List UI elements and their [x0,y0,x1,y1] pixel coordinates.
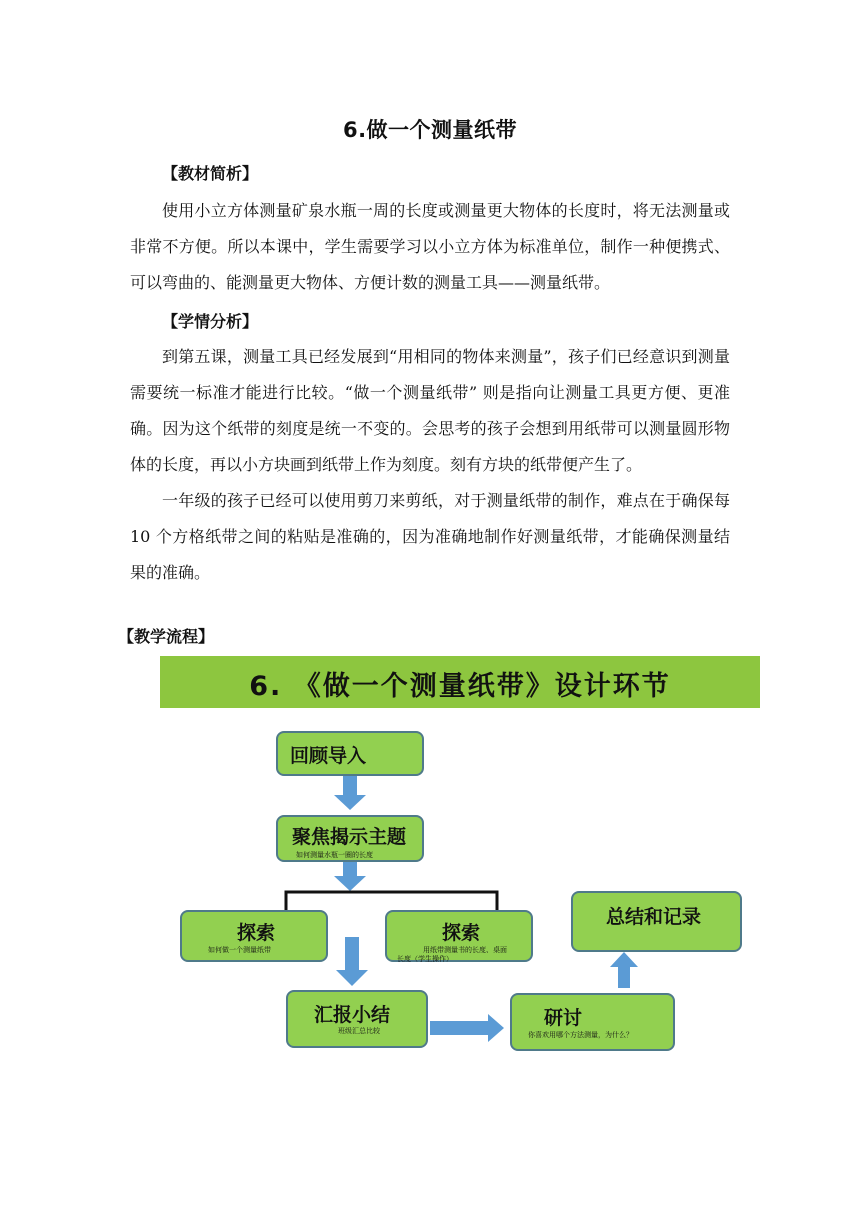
section-heading-textbook: 【教材简析】 [162,164,259,183]
node-explore-1-label: 探索 [237,922,276,944]
arrow-focus-to-bracket [334,862,366,891]
node-explore-2-sub-1: 用纸带测量书的长度、桌面 [423,946,507,954]
arrow-discuss-to-summary [610,952,638,988]
node-review-label: 回顾导入 [290,745,367,767]
node-focus [276,815,424,862]
learner-analysis-text-2: 一年级的孩子已经可以使用剪刀来剪纸，对于测量纸带的制作，难点在于确保每 10 个方格纸带之间的粘贴是准确的，因为准确地制作好测量纸带，才能确保测量结果的准确。 [130,491,730,582]
flowchart-banner-title: 6. 《做一个测量纸带》设计环节 [249,671,671,702]
node-explore-1 [180,910,328,962]
branch-bracket [286,892,497,912]
node-report-label: 汇报小结 [314,1004,391,1026]
section-heading-learner: 【学情分析】 [162,312,259,331]
node-report [286,990,428,1048]
node-explore-1-sub: 如何做一个测量纸带 [208,946,271,954]
textbook-analysis-text: 使用小立方体测量矿泉水瓶一周的长度或测量更大物体的长度时，将无法测量或非常不方便。所以本课中，学生需要学习以小立方体为标准单位，制作一种便携式、可以弯曲的、能测量更大物体、方便计数的测量工具——测量纸带。 [130,201,730,292]
node-focus-sub: 如何测量水瓶一圈的长度 [296,851,373,859]
node-discuss [510,993,675,1051]
arrow-review-to-focus [334,776,366,810]
node-explore-2 [385,910,533,962]
page-title: 6.做一个测量纸带 [342,118,518,142]
node-explore-2-sub-2: 长度（学生操作） [397,955,453,963]
node-discuss-sub: 你喜欢用哪个方法测量，为什么？ [528,1031,633,1039]
section-heading-flow: 【教学流程】 [118,627,215,646]
arrow-to-report [336,937,368,986]
node-discuss-label: 研讨 [544,1007,583,1029]
node-explore-2-label: 探索 [442,922,481,944]
learner-analysis-text-1: 到第五课，测量工具已经发展到“用相同的物体来测量”，孩子们已经意识到测量需要统一标准才能进行比较。“做一个测量纸带” 则是指向让测量工具更方便、更准确。因为这个纸带的刻度是统一不变的。会思考的孩子会想到用纸带可以测量圆形物体的长度，再以小方块画到纸带上作为刻度。刻有方块的纸带便产生了。 [130,347,730,474]
arrow-report-to-discuss [430,1014,504,1042]
node-review [276,731,424,776]
node-summary [571,891,742,952]
node-report-sub: 班级汇总比较 [338,1027,380,1035]
node-summary-label: 总结和记录 [606,906,702,928]
node-focus-label: 聚焦揭示主题 [292,826,407,848]
